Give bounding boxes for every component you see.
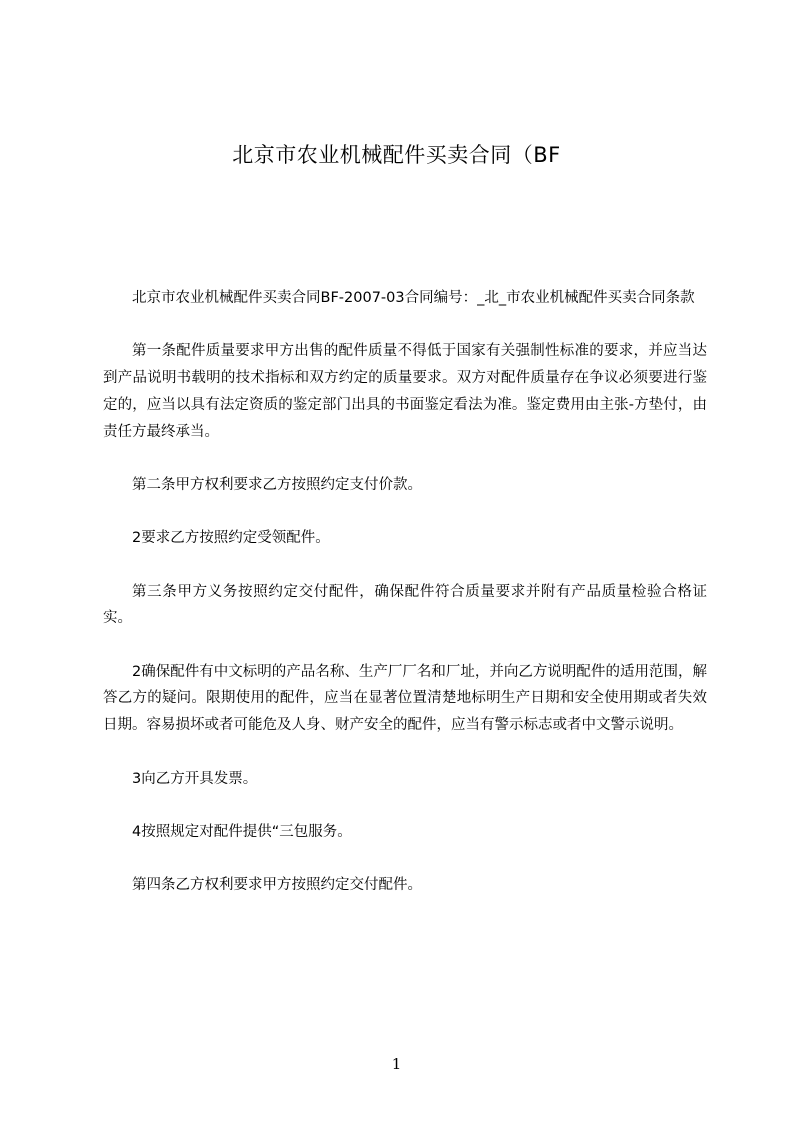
document-title: 北京市农业机械配件买卖合同（BF <box>232 143 561 167</box>
paragraph-article-2-item-2: 2要求乙方按照约定受领配件。 <box>132 530 330 547</box>
paragraph-article-3-item-2: 2确保配件有中文标明的产品名称、生产厂厂名和厂址，并向乙方说明配件的适用范围，解答乙方的疑问。限期使用的配件，应当在显著位置清楚地标明生产日期和安全使用期或者失效日期。容易损坏或者可能危及人身、财产安全的配件，应当有警示标志或者中文警示说明。 <box>103 663 707 734</box>
paragraph-article-4: 第四条乙方权利要求甲方按照约定交付配件。 <box>132 877 422 894</box>
paragraph-article-2: 第二条甲方权利要求乙方按照约定支付价款。 <box>132 476 422 493</box>
document-body <box>103 285 707 926</box>
paragraph-article-3: 第三条甲方义务按照约定交付配件，确保配件符合质量要求并附有产品质量检验合格证实。 <box>103 583 707 627</box>
paragraph-article-3-item-4: 4按照规定对配件提供“三包服务。 <box>132 823 352 840</box>
paragraph-article-1: 第一条配件质量要求甲方出售的配件质量不得低于国家有关强制性标准的要求，并应当达到产品说明书载明的技术指标和双方约定的质量要求。双方对配件质量存在争议必须要进行鉴定的，应当以具有法定资质的鉴定部门出具的书面鉴定看法为准。鉴定费用由主张-方垫付，由责任方最终承当。 <box>103 343 707 440</box>
paragraph-contract-header: 北京市农业机械配件买卖合同BF-2007-03合同编号：_北_市农业机械配件买卖合同条款 <box>132 290 695 306</box>
page-number: 1 <box>391 1055 402 1073</box>
paragraph-article-3-item-3: 3向乙方开具发票。 <box>132 770 258 787</box>
